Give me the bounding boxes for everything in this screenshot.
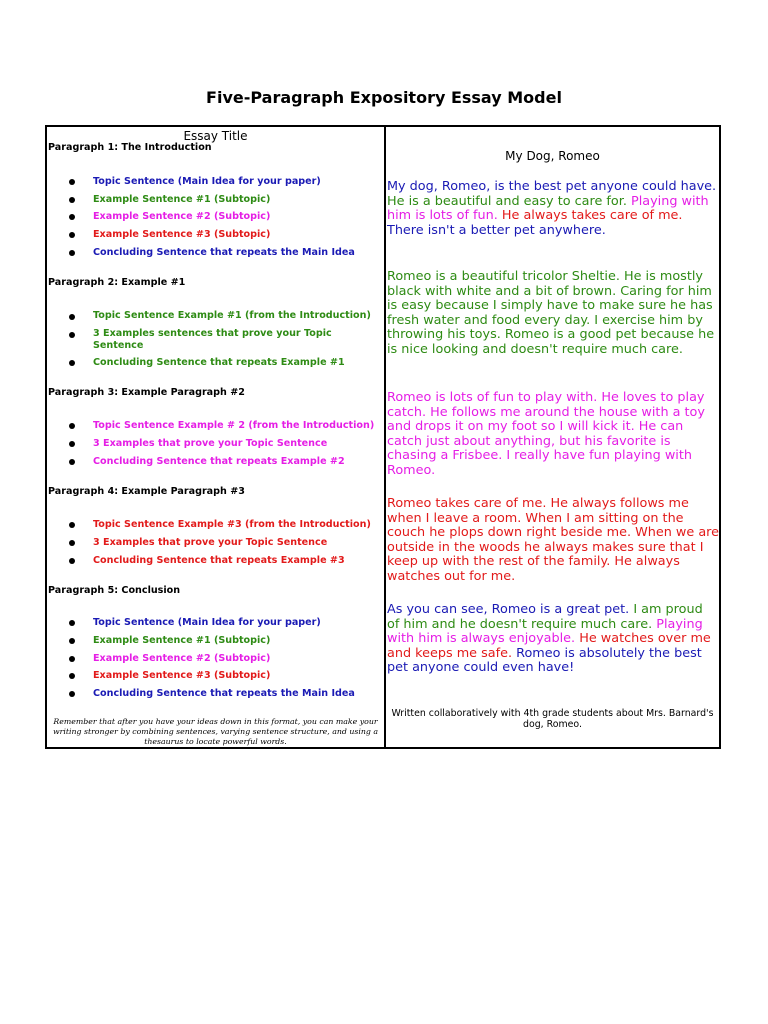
bullet-icon <box>69 360 75 366</box>
outline-item: Topic Sentence Example #1 (from the Introduction) <box>93 310 371 321</box>
outline-item: Example Sentence #2 (Subtopic) <box>93 653 271 664</box>
outline-item: Topic Sentence (Main Idea for your paper) <box>93 617 321 628</box>
outline-item: Concluding Sentence that repeats the Main Idea <box>93 247 355 258</box>
page-title: Five-Paragraph Expository Essay Model <box>206 88 562 107</box>
essay-sentence: He always takes care of me. <box>497 208 683 224</box>
outline-item: 3 Examples that prove your Topic Sentence <box>93 537 328 548</box>
outline-item: Concluding Sentence that repeats Example #3 <box>93 555 345 566</box>
essay-paragraph-3: Romeo is lots of fun to play with. He loves to play catch. He follows me around the house with a toy and drops it on my foot so I will kick it. He can catch just about anything, but his favorite is chasing a Frisbee. I really have fun playing with Romeo. <box>387 390 705 478</box>
essay-paragraph-4: Romeo takes care of me. He always follows me when I leave a room. When I am sitting on the couch he plops down right beside me. When we are outside in the woods he always makes sure that I keep up with the rest of the family. He always watches out for me. <box>387 496 720 584</box>
essay-paragraph-5 <box>387 603 719 676</box>
bullet-icon <box>69 540 75 546</box>
bullet-icon <box>69 673 75 679</box>
outline-item: Concluding Sentence that repeats Example #2 <box>93 456 345 467</box>
paragraph-4-heading: Paragraph 4: Example Paragraph #3 <box>48 486 245 497</box>
essay-sentence: As you can see, Romeo is a great pet. <box>387 602 630 617</box>
bullet-icon <box>69 459 75 465</box>
essay-sentence: There isn't a better pet anywhere. <box>387 222 606 238</box>
essay-title-label: Essay Title <box>183 129 248 143</box>
essay-paragraph-2: Romeo is a beautiful tricolor Sheltie. He is mostly black with white and a bit of brown. Caring for him is easy because I simply have to make sure he has fresh water and food every day. I exercise him by throwing his toys. Romeo is a good pet because he is nice looking and doesn't require much care. <box>387 269 715 357</box>
outline-item: Example Sentence #3 (Subtopic) <box>93 229 271 240</box>
paragraph-2-heading: Paragraph 2: Example #1 <box>48 277 186 288</box>
bullet-icon <box>69 620 75 626</box>
outline-column <box>47 127 384 747</box>
sample-essay-title: My Dog, Romeo <box>505 149 600 163</box>
essay-sentence: My dog, Romeo, is the best pet anyone could have. <box>387 179 717 194</box>
bullet-icon <box>69 638 75 644</box>
essay-credit: Written collaboratively with 4th grade students about Mrs. Barnard's dog, Romeo. <box>391 708 714 730</box>
paragraph-5-heading: Paragraph 5: Conclusion <box>48 585 181 596</box>
essay-sentence: Playing with him is always enjoyable. <box>387 616 703 647</box>
paragraph-3-heading: Paragraph 3: Example Paragraph #2 <box>48 387 245 398</box>
bullet-icon <box>69 441 75 447</box>
outline-item: Topic Sentence (Main Idea for your paper) <box>93 176 321 187</box>
revision-note: Remember that after you have your ideas down in this format, you can make your writing stronger by combining sentences, varying sentence structure, and using a thesaurus to locate powerful words. <box>52 717 379 746</box>
essay-model-table <box>45 125 721 749</box>
outline-item: Concluding Sentence that repeats the Main Idea <box>93 688 355 699</box>
bullet-icon <box>69 691 75 697</box>
outline-item: Topic Sentence Example #3 (from the Introduction) <box>93 519 371 530</box>
outline-item: Example Sentence #1 (Subtopic) <box>93 635 271 646</box>
bullet-icon <box>69 214 75 220</box>
sample-essay-column <box>386 127 719 747</box>
bullet-icon <box>69 314 75 320</box>
essay-sentence: Romeo is absolutely the best pet anyone could even have! <box>387 645 702 676</box>
bullet-icon <box>69 250 75 256</box>
bullet-icon <box>69 179 75 185</box>
bullet-icon <box>69 558 75 564</box>
outline-item: Concluding Sentence that repeats Example #1 <box>93 357 345 368</box>
outline-item: 3 Examples that prove your Topic Sentence <box>93 438 328 449</box>
outline-item: 3 Examples sentences that prove your Topic Sentence <box>93 328 332 351</box>
bullet-icon <box>69 232 75 238</box>
outline-item: Example Sentence #1 (Subtopic) <box>93 194 271 205</box>
essay-paragraph-1 <box>387 180 719 238</box>
bullet-icon <box>69 197 75 203</box>
outline-item: Example Sentence #2 (Subtopic) <box>93 211 271 222</box>
paragraph-1-heading: Paragraph 1: The Introduction <box>48 142 212 153</box>
essay-sentence: He watches over me and keeps me safe. <box>387 631 711 661</box>
outline-item: Example Sentence #3 (Subtopic) <box>93 670 271 681</box>
essay-sentence: He is a beautiful and easy to care for. <box>387 193 627 209</box>
bullet-icon <box>69 423 75 429</box>
bullet-icon <box>69 332 75 338</box>
bullet-icon <box>69 656 75 662</box>
essay-sentence: Playing with him is lots of fun. <box>387 193 709 224</box>
bullet-icon <box>69 522 75 528</box>
essay-sentence: I am proud of him and he doesn't require much care. <box>387 602 703 632</box>
outline-item: Topic Sentence Example # 2 (from the Introduction) <box>93 420 375 431</box>
